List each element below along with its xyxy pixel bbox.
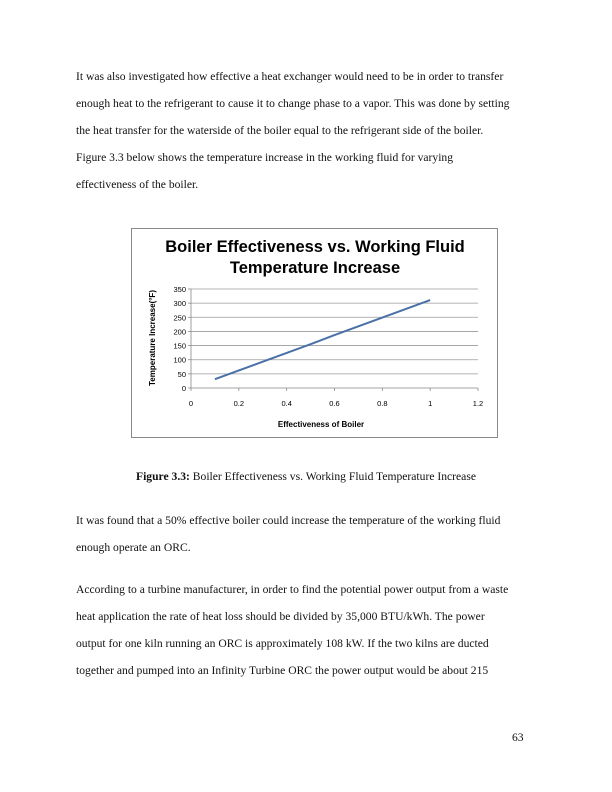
series-line — [215, 300, 430, 379]
x-tick-label: 1.2 — [472, 399, 484, 408]
chart-title-line-1: Boiler Effectiveness vs. Working Fluid — [165, 238, 465, 256]
text-line: output for one kiln running an ORC is approximately 108 kW. If the two kilns are ducted — [76, 637, 489, 650]
chart — [131, 228, 498, 438]
text-line: enough heat to the refrigerant to cause it to change phase to a vapor. This was done by setting — [76, 97, 510, 110]
text-line: heat application the rate of heat loss should be divided by 35,000 BTU/kWh. The power — [76, 610, 485, 623]
y-tick-label: 300 — [173, 299, 186, 309]
text-line: According to a turbine manufacturer, in order to find the potential power output from a waste — [76, 583, 509, 596]
figure-caption-text: Boiler Effectiveness vs. Working Fluid Temperature Increase — [189, 470, 476, 483]
text-line: enough operate an ORC. — [76, 541, 191, 554]
chart-title-line-2: Temperature Increase — [229, 259, 401, 277]
y-tick-label: 350 — [173, 285, 186, 294]
chart-svg — [132, 229, 499, 439]
y-tick-label: 150 — [173, 341, 186, 351]
figure-caption — [0, 470, 612, 483]
x-tick-label: 0.6 — [329, 399, 340, 408]
y-tick-label: 200 — [173, 327, 186, 337]
text-line: It was also investigated how effective a heat exchanger would need to be in order to transfer — [76, 70, 504, 83]
page-number: 63 — [512, 731, 524, 744]
y-axis-label: Temperature Increase(°F) — [148, 290, 157, 386]
y-tick-label: 250 — [173, 313, 186, 323]
y-tick-label: 100 — [173, 355, 186, 365]
x-tick-label: 0 — [188, 399, 194, 408]
figure-caption-label: Figure 3.3: — [136, 470, 190, 483]
text-line: Figure 3.3 below shows the temperature increase in the working fluid for varying — [76, 151, 454, 164]
x-tick-label: 0.8 — [377, 399, 388, 408]
y-tick-label: 50 — [177, 369, 186, 379]
x-axis-label: Effectiveness of Boiler — [277, 420, 365, 429]
x-tick-label: 0.4 — [281, 399, 292, 408]
text-line: together and pumped into an Infinity Turbine ORC the power output would be about 215 — [76, 664, 489, 677]
x-tick-label: 1 — [428, 399, 433, 408]
x-tick-label: 0.2 — [233, 399, 245, 408]
y-tick-label: 0 — [181, 384, 186, 393]
text-line: It was found that a 50% effective boiler could increase the temperature of the working fluid — [76, 514, 501, 527]
text-line: the heat transfer for the waterside of the boiler equal to the refrigerant side of the boiler. — [76, 124, 484, 137]
text-line: effectiveness of the boiler. — [76, 178, 199, 191]
